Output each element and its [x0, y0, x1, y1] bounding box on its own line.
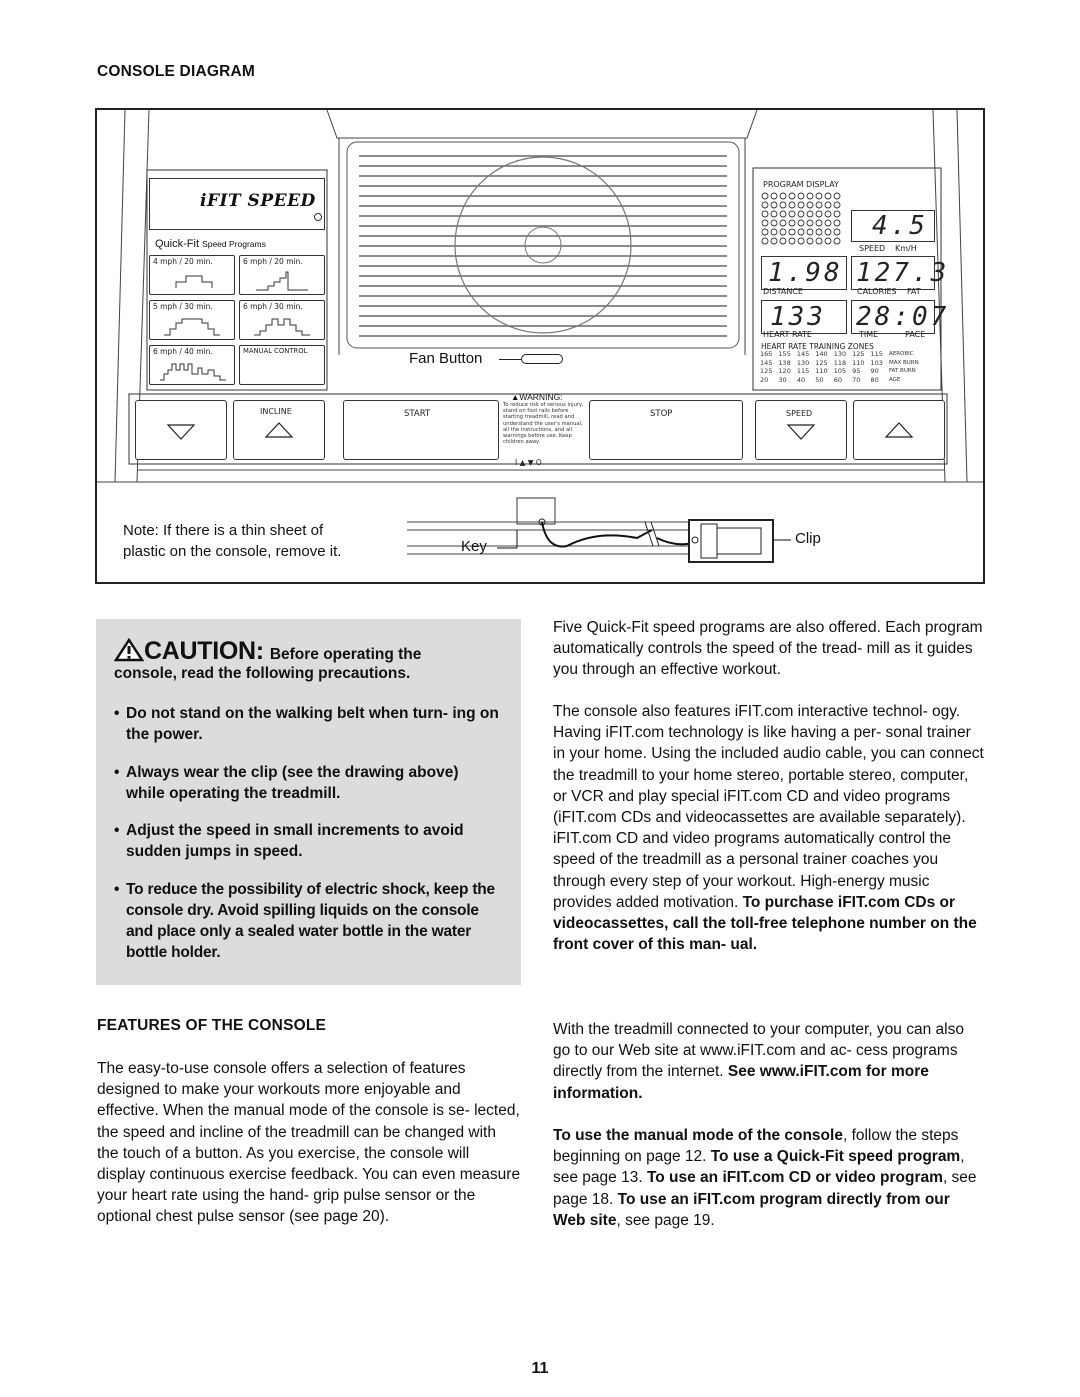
matrix-dot: [798, 202, 804, 208]
hr-zone-cell: 20: [760, 375, 769, 384]
warning-block: [503, 392, 585, 445]
hr-zone-row: [757, 376, 922, 385]
hr-zone-cell: 130: [833, 350, 847, 358]
hr-zone-cell: 125: [852, 350, 865, 358]
start-button[interactable]: [343, 400, 499, 460]
quickfit-subtitle: Speed Programs: [202, 239, 266, 249]
speed-value: 4.5: [872, 211, 928, 241]
section-title: CONSOLE DIAGRAM: [97, 63, 255, 80]
matrix-dot: [834, 220, 840, 226]
matrix-dot: [771, 211, 777, 217]
features-heading: FEATURES OF THE CONSOLE: [97, 1017, 327, 1034]
matrix-dot: [807, 211, 813, 217]
hr-zone-cell: 155: [778, 350, 791, 358]
matrix-dot: [789, 220, 795, 226]
speed-profile-icon: [162, 313, 222, 337]
right-paragraph-3: With the treadmill connected to your computer, you can also go to our Web site at www.iFIT.com and ac- cess programs directly from the internet. See www.iFIT.com for more information.: [553, 1021, 964, 1102]
hr-zone-cell: 130: [796, 358, 810, 367]
hr-zone-row: [757, 350, 922, 359]
caution-panel: [96, 619, 521, 985]
warning-title: ▲WARNING:: [511, 392, 563, 402]
hr-zone-name: FAT BURN: [888, 368, 916, 374]
quickfit-button-label: 5 mph / 30 min.: [153, 302, 213, 311]
manual-control-button[interactable]: [239, 345, 325, 385]
matrix-dot: [780, 229, 786, 235]
hr-zone-row: [757, 367, 922, 376]
fan-button[interactable]: [521, 354, 563, 364]
caution-title-line2: console, read the following precautions.: [114, 665, 411, 682]
matrix-dot: [816, 211, 822, 217]
matrix-dot: [834, 211, 840, 217]
triangle-down-icon: [166, 423, 196, 441]
hr-zone-cell: 145: [796, 350, 810, 358]
triangle-down-icon: [786, 423, 816, 441]
matrix-dot: [825, 220, 831, 226]
fan-pointer-line: [499, 359, 521, 360]
key-switch-marks: I ▲ ▼ O: [515, 458, 542, 467]
matrix-dot: [789, 238, 795, 244]
hr-zone-cell: 90: [870, 367, 879, 375]
speed-profile-icon: [158, 358, 228, 382]
hr-zone-cell: 70: [852, 375, 861, 384]
quickfit-button-3[interactable]: [149, 300, 235, 340]
distance-display: [761, 256, 847, 290]
quickfit-button-5[interactable]: [149, 345, 235, 385]
incline-up-button[interactable]: [233, 400, 325, 460]
hr-zone-cell: 40: [796, 375, 806, 384]
quickfit-button-label: 6 mph / 20 min.: [243, 257, 303, 266]
hr-zone-cell: 60: [833, 375, 842, 384]
matrix-dot: [771, 229, 777, 235]
matrix-dot: [789, 193, 795, 199]
matrix-dot: [780, 220, 786, 226]
quickfit-button-label: 6 mph / 30 min.: [243, 302, 303, 311]
hr-zone-name: AEROBIC: [888, 351, 914, 357]
speed-profile-icon: [174, 270, 214, 290]
matrix-dot: [798, 220, 804, 226]
pace-label: PACE: [905, 330, 926, 339]
matrix-dot: [816, 202, 822, 208]
right-paragraph-1: Five Quick-Fit speed programs are also offered. Each program automatically controls the speed of the tread- mill as it guides you through an effective workout.: [553, 619, 983, 679]
manual-control-label: MANUAL CONTROL: [243, 347, 308, 355]
matrix-dot: [771, 202, 777, 208]
matrix-dot: [807, 238, 813, 244]
speed-display: [851, 210, 935, 242]
hr-zone-cell: 50: [815, 375, 824, 384]
matrix-dot: [780, 193, 786, 199]
calories-label: CALORIES: [857, 287, 897, 296]
hr-zone-cell: 120: [778, 367, 791, 375]
note-line-1: Note: If there is a thin sheet of: [123, 522, 324, 539]
start-label: START: [404, 409, 431, 419]
caution-item: • Do not stand on the walking belt when turn- ing on the power.: [114, 705, 499, 743]
quickfit-button-1[interactable]: [149, 255, 235, 295]
hr-zone-cell: 115: [870, 350, 883, 358]
hr-zone-cell: 115: [796, 367, 810, 375]
ifit-logo: iFIT SPEED: [200, 191, 316, 211]
hr-zone-name: AGE: [888, 376, 901, 383]
distance-value: 1.98: [768, 258, 843, 288]
quickfit-title: Quick-Fit: [155, 238, 199, 250]
hr-zone-cell: 80: [870, 375, 879, 384]
hr-zone-cell: 138: [778, 358, 791, 367]
hr-zone-cell: 165: [760, 350, 773, 358]
matrix-dot: [780, 211, 786, 217]
speed-up-button[interactable]: [853, 400, 945, 460]
stop-label: STOP: [650, 409, 673, 419]
matrix-dot: [771, 193, 777, 199]
caution-item: • Always wear the clip (see the drawing above) while operating the treadmill.: [114, 764, 459, 802]
matrix-dot: [816, 229, 822, 235]
time-label: TIME: [859, 330, 879, 339]
hr-zone-cell: 110: [852, 358, 865, 367]
page-number: 11: [531, 1360, 549, 1377]
matrix-dot: [834, 229, 840, 235]
matrix-dot: [834, 193, 840, 199]
heart-rate-display: [761, 300, 847, 334]
indicator-light-icon: [314, 213, 322, 221]
hr-zones-table: [757, 350, 922, 384]
plastic-note: [123, 520, 341, 562]
hr-zone-cell: 30: [778, 375, 787, 384]
key-label: Key: [461, 538, 487, 555]
calories-value: 127.3: [856, 258, 950, 288]
hr-zone-cell: 103: [870, 358, 883, 367]
clip-label: Clip: [795, 530, 821, 547]
hr-zone-cell: 125: [815, 358, 828, 367]
matrix-dot: [762, 229, 768, 235]
hr-zone-cell: 95: [852, 367, 861, 375]
heart-rate-label: HEART RATE: [763, 330, 812, 339]
quickfit-button-4[interactable]: [239, 300, 325, 340]
matrix-dot: [816, 238, 822, 244]
warning-text: To reduce risk of serious injury, stand on foot rails before starting treadmill, read and understand the user's manual, all the instructions, and all warnings before use. Keep children away.: [503, 402, 584, 446]
incline-down-button[interactable]: [135, 400, 227, 460]
matrix-dot: [780, 238, 786, 244]
speed-button-label: SPEED: [786, 409, 813, 418]
incline-label: INCLINE: [260, 407, 292, 416]
matrix-dot: [825, 238, 831, 244]
caution-title: [114, 637, 421, 666]
matrix-dot: [798, 229, 804, 235]
matrix-dot: [825, 229, 831, 235]
matrix-dot: [798, 193, 804, 199]
matrix-dot: [825, 193, 831, 199]
fat-label: FAT: [907, 287, 921, 296]
quickfit-button-label: 6 mph / 40 min.: [153, 347, 213, 356]
time-display: [851, 300, 950, 334]
time-value: 28:07: [856, 302, 950, 332]
speed-down-button[interactable]: [755, 400, 847, 460]
matrix-dot: [816, 220, 822, 226]
heart-rate-value: 133: [770, 302, 826, 332]
triangle-up-icon: [264, 421, 294, 439]
hr-zone-cell: 118: [833, 358, 847, 367]
matrix-dot: [834, 202, 840, 208]
matrix-dot: [834, 238, 840, 244]
hr-zone-name: MAX BURN: [888, 359, 919, 366]
hr-zone-cell: 140: [815, 350, 828, 358]
console-diagram: [95, 108, 985, 584]
matrix-dot: [807, 202, 813, 208]
caution-item: • Adjust the speed in small increments to avoid sudden jumps in speed.: [114, 822, 464, 860]
distance-label: DISTANCE: [763, 287, 803, 296]
matrix-dot: [789, 211, 795, 217]
matrix-dot: [807, 193, 813, 199]
speed-profile-icon: [254, 268, 310, 292]
quickfit-button-2[interactable]: [239, 255, 325, 295]
ifit-logo-panel: [149, 178, 325, 230]
matrix-dot: [825, 202, 831, 208]
calories-display: [851, 256, 950, 290]
right-paragraph-4: To use the manual mode of the console, follow the steps beginning on page 12. To use a Quick-Fit speed program, see page 13. To use an iFIT.com CD or video program, see page 18. To use an iFIT.com program directly from our Web site, see page 19.: [553, 1127, 977, 1229]
note-line-2: plastic on the console, remove it.: [123, 543, 342, 560]
matrix-dot: [807, 220, 813, 226]
hr-zone-cell: 110: [815, 367, 828, 375]
matrix-dot: [762, 220, 768, 226]
matrix-dot: [807, 229, 813, 235]
warning-triangle-icon: [114, 638, 144, 662]
hr-zones-title: HEART RATE TRAINING ZONES: [761, 342, 874, 351]
caution-title-rest: Before operating the: [269, 646, 422, 663]
stop-button[interactable]: [589, 400, 743, 460]
program-display-matrix: [761, 192, 843, 248]
program-display-label: PROGRAM DISPLAY: [763, 180, 839, 189]
matrix-dot: [771, 238, 777, 244]
matrix-dot: [789, 229, 795, 235]
matrix-dot: [762, 238, 768, 244]
features-paragraph: The easy-to-use console offers a selection of features designed to make your workouts more enjoyable and effective. When the manual mode of the console is se- lected, the speed and incline of the treadmill can be changed with the touch of a button. As you exercise, the console will display continuous exercise feedback. You can even measure your heart rate using the hand- grip pulse sensor or the optional chest pulse sensor (see page 20).: [97, 1060, 521, 1226]
caution-word: CAUTION:: [144, 637, 264, 665]
matrix-dot: [798, 238, 804, 244]
caution-item: • To reduce the possibility of electric shock, keep the console dry. Avoid spilling liquids on the console and place only a sealed water bottle in the water bottle holder.: [114, 881, 495, 961]
speed-display-label: SPEED: [859, 244, 886, 253]
matrix-dot: [771, 220, 777, 226]
hr-zone-row: [757, 359, 922, 368]
triangle-up-icon: [884, 421, 914, 439]
matrix-dot: [762, 202, 768, 208]
matrix-dot: [762, 193, 768, 199]
matrix-dot: [825, 211, 831, 217]
warning-triangle-icon: ▲: [511, 392, 520, 402]
matrix-dot: [798, 211, 804, 217]
speed-profile-icon: [252, 313, 312, 337]
matrix-dot: [780, 202, 786, 208]
speed-unit-label: Km/H: [895, 244, 917, 253]
matrix-dot: [762, 211, 768, 217]
hr-zone-cell: 105: [833, 367, 847, 375]
fan-button-label: Fan Button: [409, 350, 483, 367]
right-paragraph-2: The console also features iFIT.com interactive technol- ogy. Having iFIT.com technology is like having a per- sonal trainer in your home. Using the included audio cable, you can connect the treadmill to your home stereo, portable stereo, computer, or VCR and play special iFIT.com CD and video programs (iFIT.com CDs and videocassettes are available separately). iFIT.com CD and video programs automatically control the speed of the treadmill as a personal trainer coaches you through every step of your workout. High-energy music provides added motivation. To purchase iFIT.com CDs or videocassettes, call the toll-free telephone number on the front cover of this man- ual.: [553, 703, 984, 954]
hr-zone-cell: 125: [760, 367, 773, 375]
hr-zone-cell: 145: [760, 358, 773, 367]
matrix-dot: [789, 202, 795, 208]
quickfit-button-label: 4 mph / 20 min.: [153, 257, 213, 266]
quickfit-heading: [155, 238, 266, 250]
matrix-dot: [816, 193, 822, 199]
